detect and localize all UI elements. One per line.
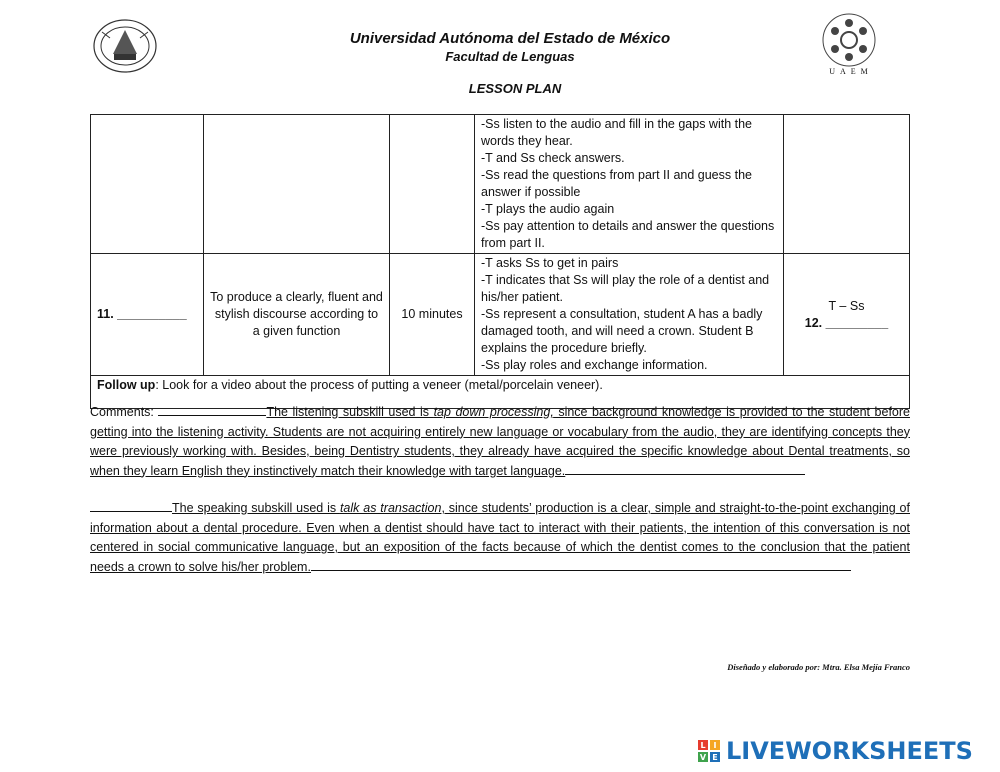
uaem-caption: UAEM: [829, 67, 873, 76]
number-cell: [91, 254, 204, 376]
interaction-pattern: T – Ss: [828, 298, 865, 313]
interaction-cell: [784, 254, 910, 376]
time-cell: [390, 115, 475, 254]
interaction-cell: [784, 115, 910, 254]
follow-up-label: Follow up: [97, 378, 156, 392]
logo-letter: E: [710, 752, 720, 762]
procedure-line: damaged tooth, and will need a crown. Student B: [481, 324, 754, 338]
time-cell: 10 minutes: [390, 254, 475, 376]
procedure-line: words they hear.: [481, 134, 573, 148]
table-row: [91, 115, 910, 254]
comments-label: Comments:: [90, 405, 154, 419]
university-name: Universidad Autónoma del Estado de México: [349, 30, 671, 47]
objective-cell: To produce a clearly, fluent and stylish discourse according to a given function: [204, 254, 390, 376]
comment-text: The speaking subskill used is: [172, 501, 340, 515]
comment-text: , since students’ production is a clear, simple and straight-to-the-point exchanging of information about a dental procedure. Even when a dentist should have tact to interact with their patients, the intention of this conversation is not centered in social communicative language, but an exposition of the facts because of which the dentist comes to the conclusion that the patient needs a crown to solve his/her problem.: [90, 501, 910, 574]
procedure-line: -Ss pay attention to details and answer the questions: [481, 219, 775, 233]
comment-paragraph-1: [90, 403, 910, 481]
procedure-cell: [475, 115, 784, 254]
follow-up-text: : Look for a video about the process of putting a veneer (metal/porcelain veneer).: [155, 378, 603, 392]
lesson-plan-table: [90, 114, 910, 409]
table-row: [91, 254, 910, 376]
liveworksheets-brand[interactable]: [698, 736, 973, 766]
logo-letter: L: [698, 740, 708, 750]
procedure-line: his/her patient.: [481, 290, 563, 304]
comment-text: since background knowledge is provided to the student before getting into the listening activity. Students are not acquiring entirely new language or vocabulary from the audio, they are identifying concepts they were previously working with. Besides, being Dentistry students, they already have acquired the specific knowledge about Dental treatments, so when they learn English they instinctively match their knowledge with target language.: [90, 405, 910, 478]
comment-blank[interactable]: [565, 462, 805, 475]
procedure-line: -Ss represent a consultation, student A has a badly: [481, 307, 763, 321]
comment-text-italic: tap down processing,: [433, 405, 554, 419]
comment-blank[interactable]: [90, 499, 172, 512]
liveworksheets-logo-icon: [698, 740, 720, 762]
procedure-line: -Ss listen to the audio and fill in the gaps with the: [481, 117, 752, 131]
number-cell: [91, 115, 204, 254]
comment-text-italic: talk as transaction: [339, 501, 442, 515]
procedure-line: -T indicates that Ss will play the role of a dentist and: [481, 273, 770, 287]
comment-blank[interactable]: [311, 558, 851, 571]
interaction-number: 12.: [804, 315, 823, 330]
procedure-line: -Ss read the questions from part II and guess the: [481, 168, 752, 182]
comment-text: The listening subskill used is: [266, 405, 434, 419]
procedure-line: answer if possible: [481, 185, 581, 199]
comment-blank[interactable]: [158, 403, 266, 416]
procedure-cell: [475, 254, 784, 376]
procedure-line: -Ss play roles and exchange information.: [481, 358, 708, 372]
interaction-blank[interactable]: _________: [825, 315, 889, 330]
procedure-line: -T asks Ss to get in pairs: [481, 256, 619, 270]
objective-cell: [204, 115, 390, 254]
comment-paragraph-2: [90, 499, 910, 577]
step-number-blank[interactable]: __________: [117, 307, 187, 321]
step-number: 11.: [97, 307, 114, 321]
uaem-seal-right: [818, 12, 880, 74]
author-signature: Diseñado y elaborado por: Mtra. Elsa Mejía Franco: [727, 662, 910, 672]
procedure-line: -T and Ss check answers.: [481, 151, 625, 165]
logo-letter: I: [710, 740, 720, 750]
comments-section: [90, 403, 910, 577]
doc-title: LESSON PLAN: [468, 81, 562, 96]
procedure-line: from part II.: [481, 236, 545, 250]
procedure-line: explains the procedure briefly.: [481, 341, 647, 355]
faculty-name: Facultad de Lenguas: [445, 49, 575, 64]
procedure-line: -T plays the audio again: [481, 202, 615, 216]
liveworksheets-name: LIVEWORKSHEETS: [726, 737, 973, 765]
logo-letter: V: [699, 752, 707, 762]
